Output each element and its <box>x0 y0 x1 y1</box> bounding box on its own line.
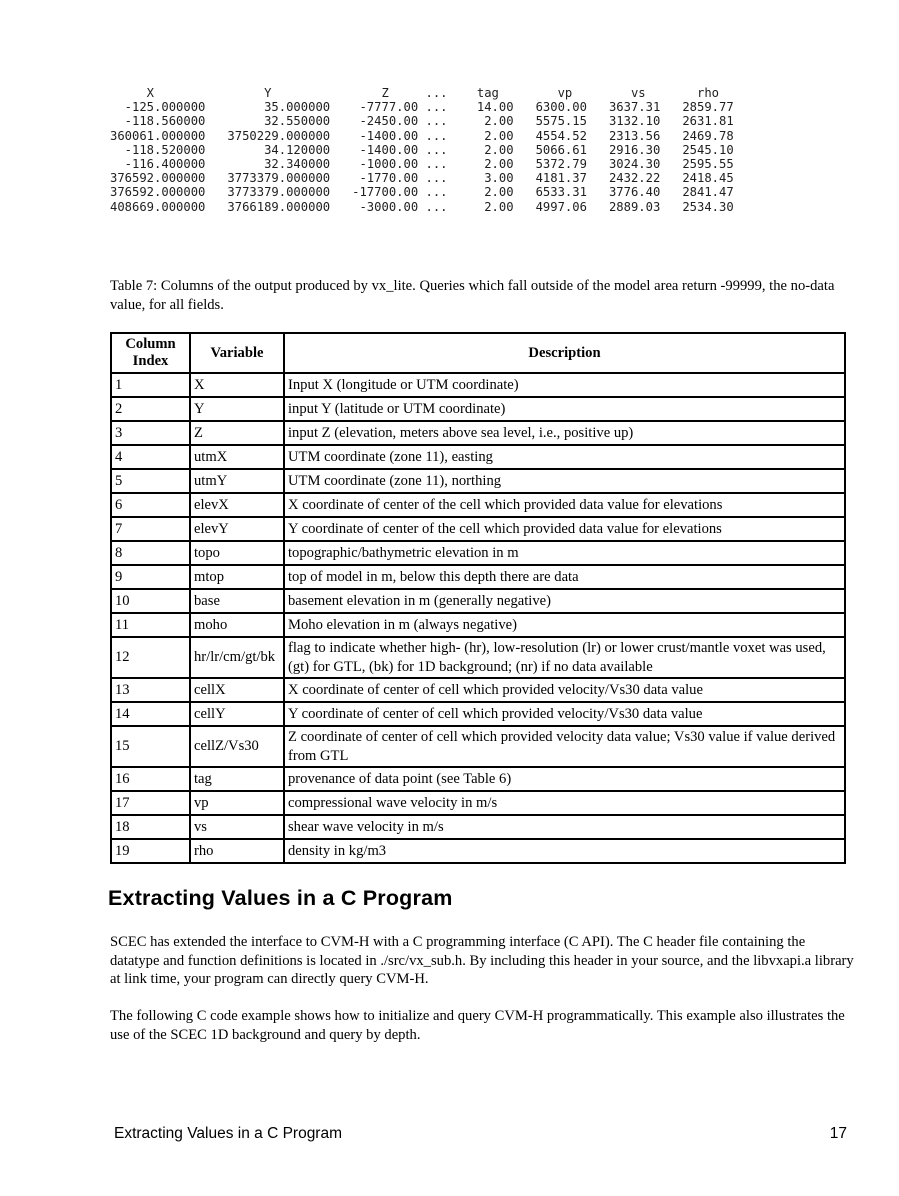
table-row <box>111 767 845 791</box>
cell-description: provenance of data point (see Table 6) <box>284 767 845 791</box>
table-row <box>111 815 845 839</box>
cell-column-index: 14 <box>111 702 190 726</box>
section-heading: Extracting Values in a C Program <box>108 886 453 910</box>
cell-description: X coordinate of center of the cell which provided data value for elevations <box>284 493 845 517</box>
cell-variable: Z <box>190 421 284 445</box>
cell-description: UTM coordinate (zone 11), northing <box>284 469 845 493</box>
cell-description: Y coordinate of center of the cell which provided data value for elevations <box>284 517 845 541</box>
cell-description: flag to indicate whether high- (hr), low-resolution (lr) or lower crust/mantle voxet was used, (gt) for GTL, (bk) for 1D background; (nr) if no data available <box>284 637 845 678</box>
cell-variable: base <box>190 589 284 613</box>
table-row <box>111 469 845 493</box>
cell-variable: hr/lr/cm/gt/bk <box>190 637 284 678</box>
footer-page-number: 17 <box>829 1125 847 1142</box>
table-row <box>111 421 845 445</box>
paragraph-c-api: SCEC has extended the interface to CVM-H with a C programming interface (C API). The C header file containing the datatype and function definitions is located in ./src/vx_sub.h. By including this header in your source, and the libvxapi.a library at link time, your program can directly query CVM-H. <box>110 934 854 988</box>
cell-variable: utmY <box>190 469 284 493</box>
header-description: Description <box>284 333 845 373</box>
cell-variable: tag <box>190 767 284 791</box>
table-row <box>111 565 845 589</box>
table-row <box>111 589 845 613</box>
table-row <box>111 373 845 397</box>
cell-column-index: 4 <box>111 445 190 469</box>
cell-column-index: 1 <box>111 373 190 397</box>
header-column-index: Column Index <box>111 333 190 373</box>
cell-description: density in kg/m3 <box>284 839 845 863</box>
cell-variable: utmX <box>190 445 284 469</box>
cell-column-index: 5 <box>111 469 190 493</box>
table-row <box>111 839 845 863</box>
cell-column-index: 18 <box>111 815 190 839</box>
table-row <box>111 702 845 726</box>
table-row <box>111 517 845 541</box>
table-row <box>111 445 845 469</box>
cell-variable: Y <box>190 397 284 421</box>
cell-column-index: 6 <box>111 493 190 517</box>
table-row <box>111 726 845 767</box>
table-row <box>111 397 845 421</box>
cell-column-index: 16 <box>111 767 190 791</box>
cell-description: Moho elevation in m (always negative) <box>284 613 845 637</box>
cell-variable: elevY <box>190 517 284 541</box>
cell-description: Input X (longitude or UTM coordinate) <box>284 373 845 397</box>
paragraph-code-example: The following C code example shows how to initialize and query CVM-H programmatically. This example also illustrates the use of the SCEC 1D background and query by depth. <box>110 1008 845 1043</box>
cell-variable: elevX <box>190 493 284 517</box>
cell-description: Z coordinate of center of cell which provided velocity data value; Vs30 value if value derived from GTL <box>284 726 845 767</box>
cell-column-index: 15 <box>111 726 190 767</box>
cell-column-index: 7 <box>111 517 190 541</box>
cell-column-index: 11 <box>111 613 190 637</box>
cell-description: topographic/bathymetric elevation in m <box>284 541 845 565</box>
vx-lite-output-sample: X Y Z ... tag vp vs rho -125.000000 35.000000 -7777.00 ... 14.00 6300.00 3637.31 2859.77 -118.560000 32.550000 -2450.00 ... 2.00 5575.15 3132.10 2631.81 360061.000000 3750229.000000 -1400.00 ... 2.00 4554.52 2313.56 2469.78 -118.520000 34.120000 -1400.00 ... 2.00 5066.61 2916.30 2545.10 -116.400000 32.340000 -1000.00 ... 2.00 5372.79 3024.30 2595.55 376592.000000 3773379.000000 -1770.00 ... 3.00 4181.37 2432.22 2418.45 376592.000000 3773379.000000 -17700.00 ... 2.00 6533.31 3776.40 2841.47 408669.000000 3766189.000000 -3000.00 ... 2.00 4997.06 2889.03 2534.30 <box>110 86 734 214</box>
cell-description: input Y (latitude or UTM coordinate) <box>284 397 845 421</box>
table-row <box>111 791 845 815</box>
table-caption: Table 7: Columns of the output produced by vx_lite. Queries which fall outside of the model area return -99999, the no-data value, for all fields. <box>110 278 835 313</box>
header-variable: Variable <box>190 333 284 373</box>
cell-column-index: 12 <box>111 637 190 678</box>
cell-column-index: 17 <box>111 791 190 815</box>
table-row <box>111 541 845 565</box>
cell-variable: mtop <box>190 565 284 589</box>
cell-variable: rho <box>190 839 284 863</box>
cell-description: input Z (elevation, meters above sea level, i.e., positive up) <box>284 421 845 445</box>
cell-column-index: 10 <box>111 589 190 613</box>
cell-description: UTM coordinate (zone 11), easting <box>284 445 845 469</box>
cell-variable: X <box>190 373 284 397</box>
cell-description: shear wave velocity in m/s <box>284 815 845 839</box>
cell-column-index: 8 <box>111 541 190 565</box>
page-footer <box>110 1125 847 1143</box>
cell-description: Y coordinate of center of cell which provided velocity/Vs30 data value <box>284 702 845 726</box>
cell-variable: cellY <box>190 702 284 726</box>
cell-variable: vp <box>190 791 284 815</box>
cell-column-index: 3 <box>111 421 190 445</box>
cell-description: top of model in m, below this depth there are data <box>284 565 845 589</box>
columns-table <box>110 332 846 864</box>
cell-variable: vs <box>190 815 284 839</box>
cell-variable: cellX <box>190 678 284 702</box>
cell-variable: topo <box>190 541 284 565</box>
cell-column-index: 9 <box>111 565 190 589</box>
cell-description: X coordinate of center of cell which provided velocity/Vs30 data value <box>284 678 845 702</box>
cell-column-index: 2 <box>111 397 190 421</box>
cell-description: basement elevation in m (generally negative) <box>284 589 845 613</box>
table-row <box>111 678 845 702</box>
table-row <box>111 493 845 517</box>
cell-description: compressional wave velocity in m/s <box>284 791 845 815</box>
cell-column-index: 13 <box>111 678 190 702</box>
table-row <box>111 637 845 678</box>
cell-variable: cellZ/Vs30 <box>190 726 284 767</box>
footer-section-title: Extracting Values in a C Program <box>114 1125 343 1142</box>
table-row <box>111 613 845 637</box>
cell-variable: moho <box>190 613 284 637</box>
table-header-row <box>111 333 845 373</box>
cell-column-index: 19 <box>111 839 190 863</box>
